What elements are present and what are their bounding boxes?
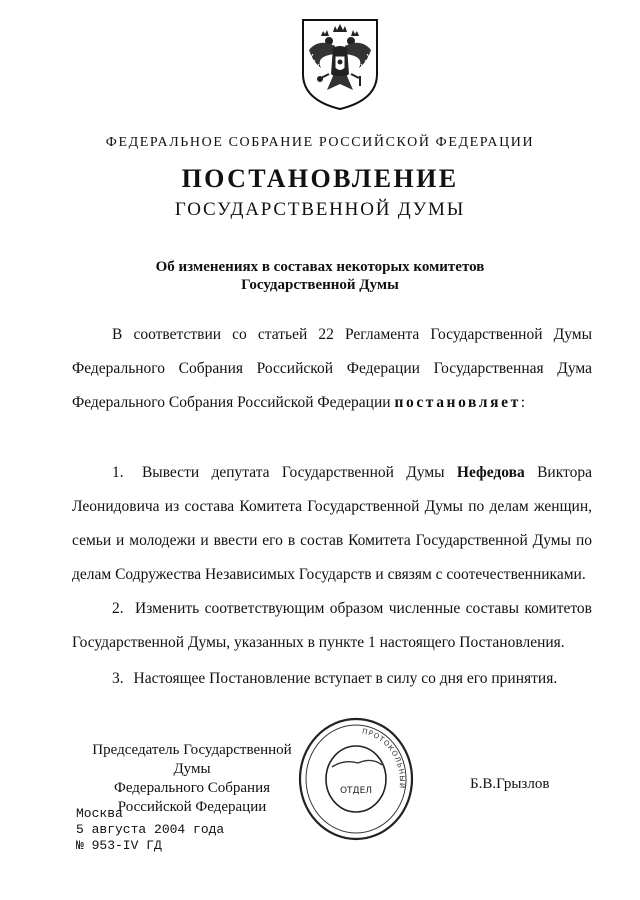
item-2-text: Изменить соответствующим образом численные составы комитетов Государственной Думы, указанных в пункте 1 настоящего Постановления. bbox=[72, 600, 593, 651]
stamp-ring-text: ПРОТОКОЛЬНЫЙ bbox=[361, 727, 407, 790]
item-1-paragraph bbox=[72, 456, 592, 592]
item-3-text: Настоящее Постановление вступает в силу со дня его принятия. bbox=[133, 670, 558, 687]
item-1-text-before: Вывести депутата Государственной Думы bbox=[141, 464, 445, 481]
title-line-2: Государственной Думы bbox=[241, 277, 399, 293]
item-2-number: 2. bbox=[112, 600, 124, 617]
item-1-text-after: Виктора Леонидовича из состава Комитета Государственной Думы по делам женщин, семьи и молодежи и ввести его в состав Комитета Государственной Думы по делам Содружества Независимых Государств и связям с соотечественниками. bbox=[72, 464, 592, 583]
footer-number: № 953-IV ГД bbox=[76, 838, 162, 853]
document-title bbox=[0, 258, 640, 294]
item-1-deputy-surname: Нефедова bbox=[456, 464, 525, 481]
title-line-1: Об изменениях в составах некоторых комитетов bbox=[155, 259, 485, 275]
coat-of-arms-emblem bbox=[299, 16, 381, 112]
item-2-paragraph bbox=[72, 592, 592, 660]
signer-name: Б.В.Грызлов bbox=[470, 776, 550, 792]
coat-of-arms-icon bbox=[299, 16, 381, 112]
document-subtitle: ГОСУДАРСТВЕННОЙ ДУМЫ bbox=[174, 199, 466, 220]
item-3-paragraph bbox=[72, 662, 592, 696]
preamble-paragraph bbox=[72, 318, 592, 420]
signer-position-line-1: Председатель Государственной Думы bbox=[92, 742, 292, 777]
stamp-seal-icon bbox=[296, 713, 416, 843]
preamble-text: В соответствии со статьей 22 Регламента Государственной Думы Федерального Собрания Российской Федерации Государственная Дума Федерального Собрания Российской Федерации bbox=[72, 326, 592, 411]
official-stamp bbox=[296, 713, 416, 843]
preamble-colon: : bbox=[520, 394, 526, 411]
preamble-verb: постановляет bbox=[394, 394, 521, 411]
stamp-center-text: ОТДЕЛ bbox=[339, 786, 373, 796]
document-type: ПОСТАНОВЛЕНИЕ bbox=[181, 164, 459, 193]
document-footer bbox=[76, 806, 224, 854]
item-1-number: 1. bbox=[112, 464, 124, 481]
footer-city: Москва bbox=[76, 806, 123, 821]
organization-name: ФЕДЕРАЛЬНОЕ СОБРАНИЕ РОССИЙСКОЙ ФЕДЕРАЦИИ bbox=[105, 135, 535, 150]
item-3-number: 3. bbox=[112, 670, 124, 687]
signer-position-line-2: Федерального Собрания bbox=[113, 780, 271, 796]
signer-position-line-3: Российской Федерации bbox=[117, 799, 267, 815]
footer-date: 5 августа 2004 года bbox=[76, 822, 225, 837]
